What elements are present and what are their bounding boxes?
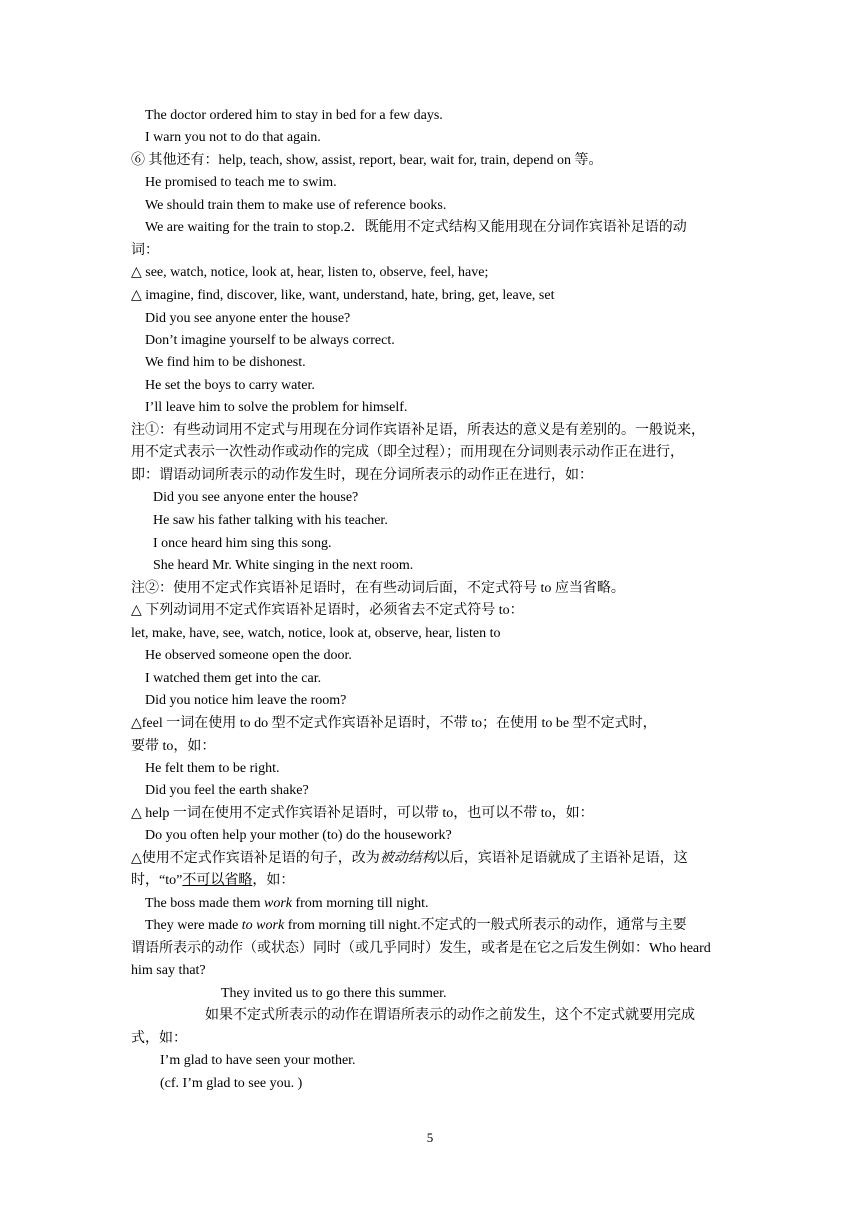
text-line: let, make, have, see, watch, notice, look at, observe, hear, listen to [131, 626, 501, 641]
text-line: The doctor ordered him to stay in bed for a few days. [145, 108, 443, 123]
text-line: He felt them to be right. [145, 761, 280, 776]
text-line: I once heard him sing this song. [153, 536, 332, 551]
text-line: 词： [131, 243, 159, 258]
text-run: 以后，宾语补足语就成了主语补足语，这 [435, 851, 688, 866]
text-line: him say that? [131, 963, 206, 978]
text-line: ⑥ 其他还有：help, teach, show, assist, report, bear, wait for, train, depend on 等。 [131, 153, 603, 168]
page-number: 5 [426, 1130, 434, 1145]
text-run: The boss made them [145, 896, 264, 911]
text-line: 谓语所表示的动作（或状态）同时（或几乎同时）发生，或者是在它之后发生例如：Who heard [131, 941, 711, 956]
text-line: We should train them to make use of reference books. [145, 198, 447, 213]
text-line: I’m glad to have seen your mother. [160, 1053, 356, 1068]
text-line: Did you see anyone enter the house? [153, 490, 359, 505]
text-line: They invited us to go there this summer. [221, 986, 447, 1001]
text-run: They were made [145, 918, 242, 933]
text-run: 时，“to” [131, 873, 183, 888]
text-line: 注①：有些动词用不定式与用现在分词作宾语补足语，所表达的意义是有差别的。一般说来， [131, 423, 705, 438]
text-line: Did you see anyone enter the house? [145, 311, 351, 326]
underlined-text: 不可以省略 [182, 873, 253, 888]
text-line: He observed someone open the door. [145, 648, 352, 663]
text-line: I’ll leave him to solve the problem for himself. [145, 400, 408, 415]
text-line: 如果不定式所表示的动作在谓语所表示的动作之前发生，这个不定式就要用完成 [205, 1008, 695, 1023]
text-line: 式，如： [131, 1031, 187, 1046]
text-line: He set the boys to carry water. [145, 378, 315, 393]
text-line: △feel 一词在使用 to do 型不定式作宾语补足语时，不带 to；在使用 to be 型不定式时， [131, 716, 657, 731]
passive-note-line [131, 872, 294, 890]
text-run: △使用不定式作宾语补足语的句子，改为 [131, 851, 380, 866]
text-line: Do you often help your mother (to) do the housework? [145, 828, 452, 843]
text-line: 即：谓语动词所表示的动作发生时，现在分词所表示的动作正在进行，如： [131, 468, 593, 483]
text-line: Did you feel the earth shake? [145, 783, 309, 798]
text-line: 要带 to，如： [131, 739, 216, 754]
text-line: △ imagine, find, discover, like, want, understand, hate, bring, get, leave, set [131, 288, 555, 303]
text-line: 用不定式表示一次性动作或动作的完成（即全过程）；而用现在分词则表示动作正在进行， [131, 445, 684, 460]
italic-text: to work [241, 918, 285, 933]
text-line: Don’t imagine yourself to be always correct. [145, 333, 395, 348]
text-line: △ see, watch, notice, look at, hear, listen to, observe, feel, have; [131, 265, 489, 280]
italic-text: work [263, 896, 292, 911]
passive-note-line [131, 850, 688, 868]
text-run: from morning till night. [291, 896, 429, 911]
example-line [145, 895, 428, 913]
text-line: She heard Mr. White singing in the next room. [153, 558, 414, 573]
text-run: ，如： [252, 873, 295, 888]
example-line [145, 917, 687, 935]
text-run: from morning till night.不定式的一般式所表示的动作，通常与主要 [284, 918, 687, 933]
italic-text: 被动结构 [379, 851, 436, 866]
text-line: △ 下列动词用不定式作宾语补足语时，必须省去不定式符号 to： [131, 603, 524, 618]
text-line: I warn you not to do that again. [145, 130, 321, 145]
text-line: I watched them get into the car. [145, 671, 322, 686]
text-line: We are waiting for the train to stop.2．既能用不定式结构又能用现在分词作宾语补足语的动 [145, 220, 687, 235]
text-line: We find him to be dishonest. [145, 355, 306, 370]
text-line: He promised to teach me to swim. [145, 175, 337, 190]
text-line: 注②：使用不定式作宾语补足语时，在有些动词后面，不定式符号 to 应当省略。 [131, 581, 625, 596]
text-line: He saw his father talking with his teacher. [153, 513, 388, 528]
text-line: Did you notice him leave the room? [145, 693, 347, 708]
text-line: (cf. I’m glad to see you. ) [160, 1076, 303, 1091]
text-line: △ help 一词在使用不定式作宾语补足语时，可以带 to，也可以不带 to，如： [131, 806, 594, 821]
